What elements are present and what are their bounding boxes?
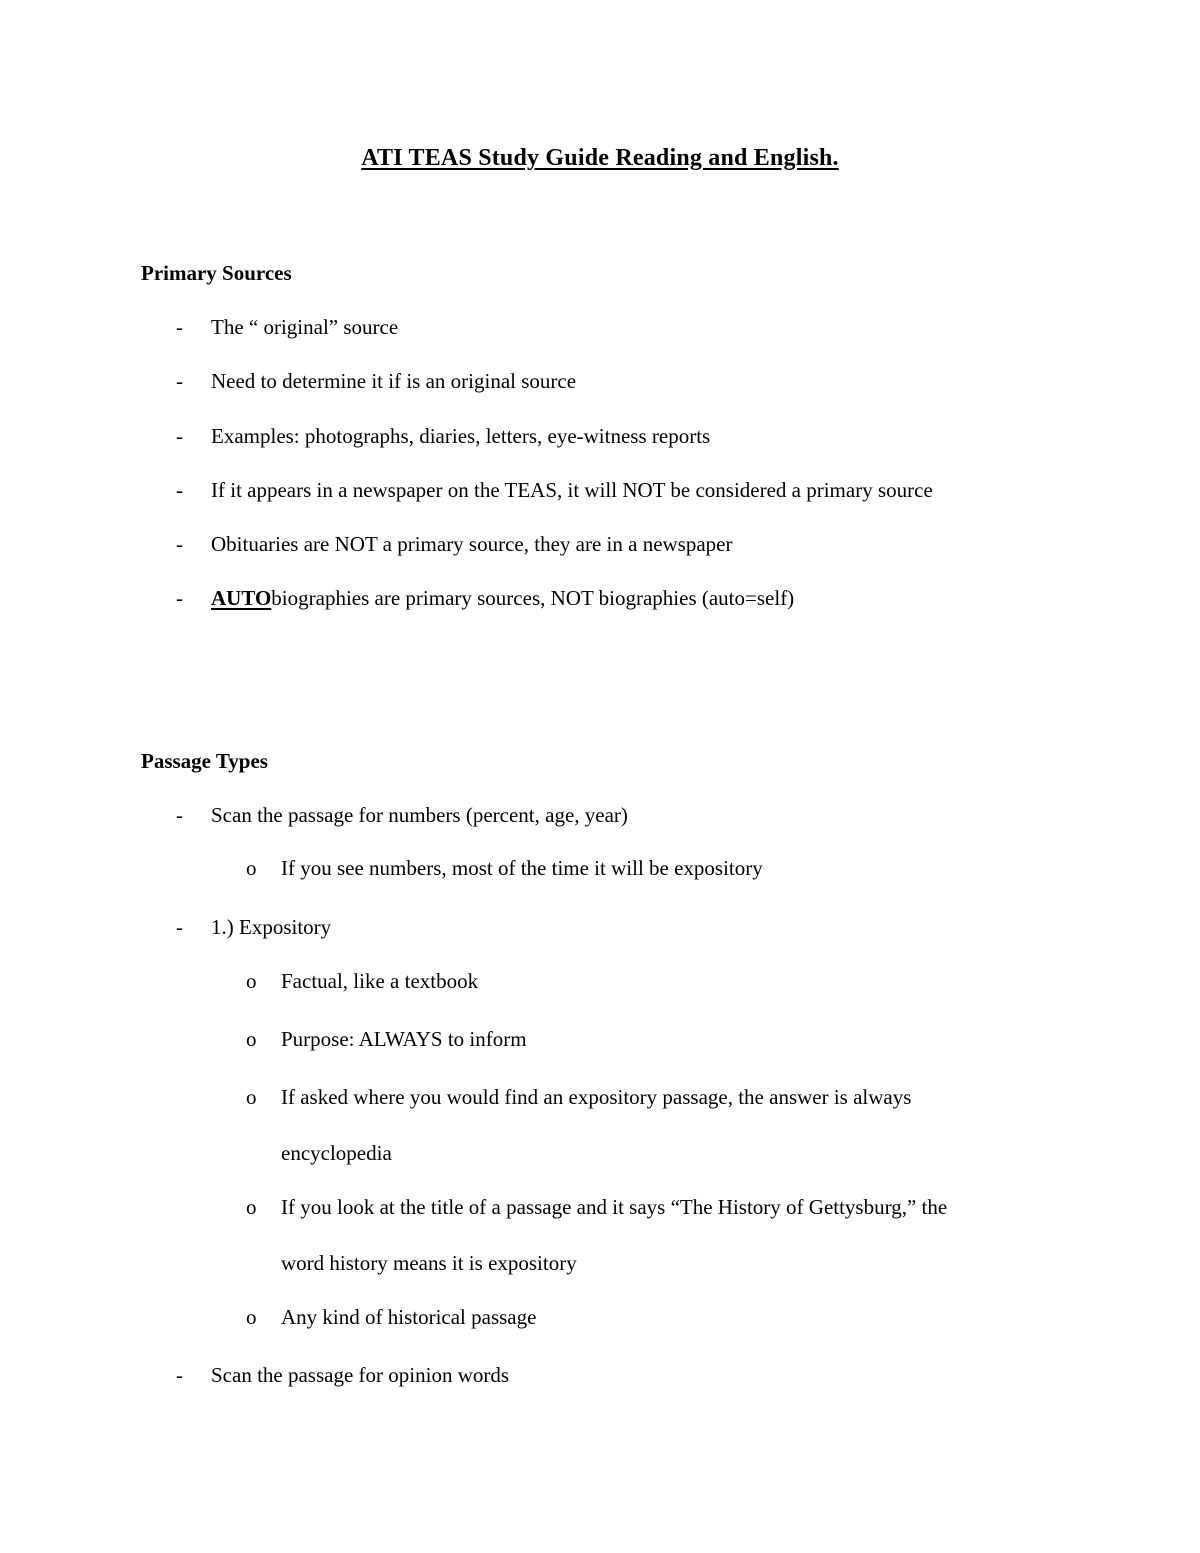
sub-list-item-continuation: encyclopedia (281, 1141, 392, 1165)
dash-marker: - (176, 315, 183, 339)
sub-list-item-text: If asked where you would find an expository passage, the answer is always (281, 1085, 912, 1109)
sub-list-item-text: Factual, like a textbook (281, 969, 479, 993)
sub-list-item-text: If you see numbers, most of the time it will be expository (281, 856, 763, 880)
list-item-text (211, 588, 794, 609)
circle-marker: o (246, 1305, 257, 1329)
dash-marker: - (176, 586, 183, 610)
circle-marker: o (246, 1085, 257, 1109)
list-item-text: Obituaries are NOT a primary source, they are in a newspaper (211, 532, 733, 556)
list-item-text: 1.) Expository (211, 915, 332, 939)
dash-marker: - (176, 915, 183, 939)
circle-marker: o (246, 969, 257, 993)
list-item-text: If it appears in a newspaper on the TEAS, it will NOT be considered a primary source (211, 478, 933, 502)
dash-marker: - (176, 532, 183, 556)
list-item-text: Scan the passage for numbers (percent, age, year) (211, 803, 628, 827)
circle-marker: o (246, 1027, 257, 1051)
sub-list-item-continuation: word history means it is expository (281, 1251, 577, 1275)
dash-marker: - (176, 803, 183, 827)
list-item-text: Need to determine it if is an original source (211, 369, 577, 393)
auto-rest-text: biographies are primary sources, NOT biographies (auto=self) (271, 586, 795, 610)
sub-list-item-text: If you look at the title of a passage and it says “The History of Gettysburg,” the (281, 1195, 948, 1219)
document-title: ATI TEAS Study Guide Reading and English. (361, 145, 839, 171)
section-heading-primary-sources: Primary Sources (141, 261, 292, 285)
list-item-text: Scan the passage for opinion words (211, 1363, 510, 1387)
list-item-text: Examples: photographs, diaries, letters, eye-witness reports (211, 424, 711, 448)
sub-list-item-text: Any kind of historical passage (281, 1305, 537, 1329)
circle-marker: o (246, 856, 257, 880)
circle-marker: o (246, 1195, 257, 1219)
section-heading-passage-types: Passage Types (141, 749, 268, 773)
auto-emphasis: AUTO (211, 586, 272, 610)
list-item-text: The “ original” source (211, 315, 399, 339)
dash-marker: - (176, 424, 183, 448)
dash-marker: - (176, 369, 183, 393)
sub-list-item-text: Purpose: ALWAYS to inform (281, 1027, 527, 1051)
dash-marker: - (176, 1363, 183, 1387)
dash-marker: - (176, 478, 183, 502)
